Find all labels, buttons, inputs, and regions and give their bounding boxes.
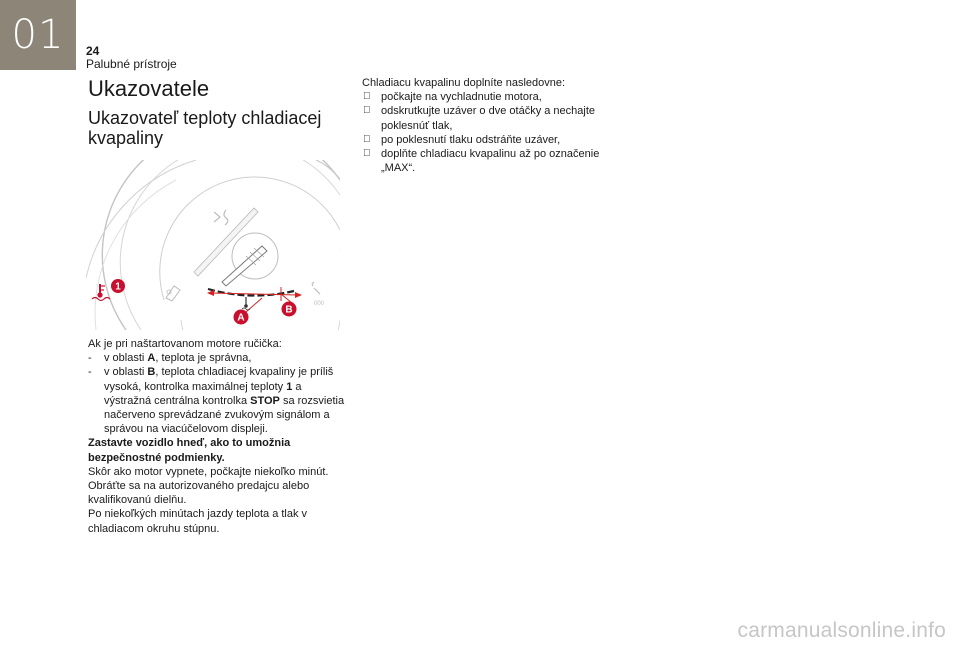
step-text: po poklesnutí tlaku odstráňte uzáver, — [381, 133, 561, 146]
zone-a-label: A — [147, 352, 156, 365]
checkbox-bullet-icon — [363, 133, 371, 147]
ds-logo-icon — [214, 210, 228, 225]
coolant-gauge-figure — [86, 160, 340, 330]
right-column — [362, 76, 632, 175]
intro-text: Ak je pri naštartovanom motore ručička: — [88, 338, 282, 350]
checkbox-bullet-icon — [363, 104, 371, 118]
warning-bold: Zastavte vozidlo hneď, ako to umožnia bezpečnostné podmienky. — [88, 437, 291, 464]
step-item — [362, 90, 632, 104]
outer-dial-arc-2 — [120, 160, 340, 330]
zone-a-pre: v oblasti — [104, 352, 148, 365]
checkbox-bullet-icon — [363, 90, 371, 104]
page-title: Ukazovatele — [88, 76, 210, 101]
paragraph-wait: Skôr ako motor vypnete, počkajte niekoľko minút. — [88, 465, 329, 478]
zone-b-pre: v oblasti — [104, 366, 148, 379]
section-subtitle: Ukazovateľ teploty chladiacej kvapaliny — [88, 108, 322, 148]
fuel-icon — [166, 286, 180, 301]
paragraph-pressure: Po niekoľkých minútach jazdy teplota a tlak v chladiacom okruhu stúpnu. — [88, 508, 308, 535]
callout-a-label: A — [237, 312, 245, 324]
svg-text:000: 000 — [314, 301, 325, 307]
zone-b-post: sa rozsvietia načerveno sprevádzané zvukovým signálom a správou na viacúčelovom displeji. — [104, 394, 345, 436]
warning-text — [88, 436, 350, 464]
paragraph-dealer: Obráťte sa na autorizovaného predajcu alebo kvalifikovanú dielňu. — [88, 480, 310, 507]
zone-b-label: B — [147, 366, 156, 379]
lamp-number: 1 — [286, 380, 293, 393]
step-text: počkajte na vychladnutie motora, — [381, 91, 542, 104]
step-text: doplňte chladiacu kvapalinu až po označenie „MAX“. — [381, 148, 600, 175]
refill-intro: Chladiacu kvapalinu doplníte nasledovne: — [362, 77, 566, 89]
zone-b-mid2: a výstražná centrálna kontrolka — [104, 380, 302, 407]
step-text: odskrutkujte uzáver o dve otáčky a nechajte poklesnúť tlak, — [381, 105, 596, 132]
checkbox-bullet-icon — [363, 147, 371, 161]
list-item-zone-a — [88, 351, 350, 365]
thermometer-icon — [242, 297, 250, 310]
outer-dial-arc-4 — [95, 180, 176, 330]
stop-label: STOP — [250, 394, 280, 407]
wrench-icon — [312, 282, 324, 307]
left-column — [88, 337, 350, 536]
zone-b-mid1: , teplota chladiacej kvapaliny je príliš vysoká, kontrolka maximálnej teploty — [104, 366, 334, 393]
page-number: 24 — [86, 44, 100, 58]
callout-1-label: 1 — [115, 281, 121, 293]
watermark: carmanualsonline.info — [737, 619, 946, 642]
lower-dial-arc — [181, 320, 340, 330]
zone-a-post: , teplota je správna, — [155, 352, 252, 365]
list-item-zone-b — [88, 365, 350, 436]
step-item — [362, 104, 632, 132]
section-name: Palubné prístroje — [86, 57, 177, 71]
callout-b-label: B — [285, 304, 293, 316]
right-dial-arc — [316, 160, 340, 250]
step-item — [362, 133, 632, 147]
step-item — [362, 147, 632, 175]
chapter-tab: 01 — [0, 0, 76, 70]
